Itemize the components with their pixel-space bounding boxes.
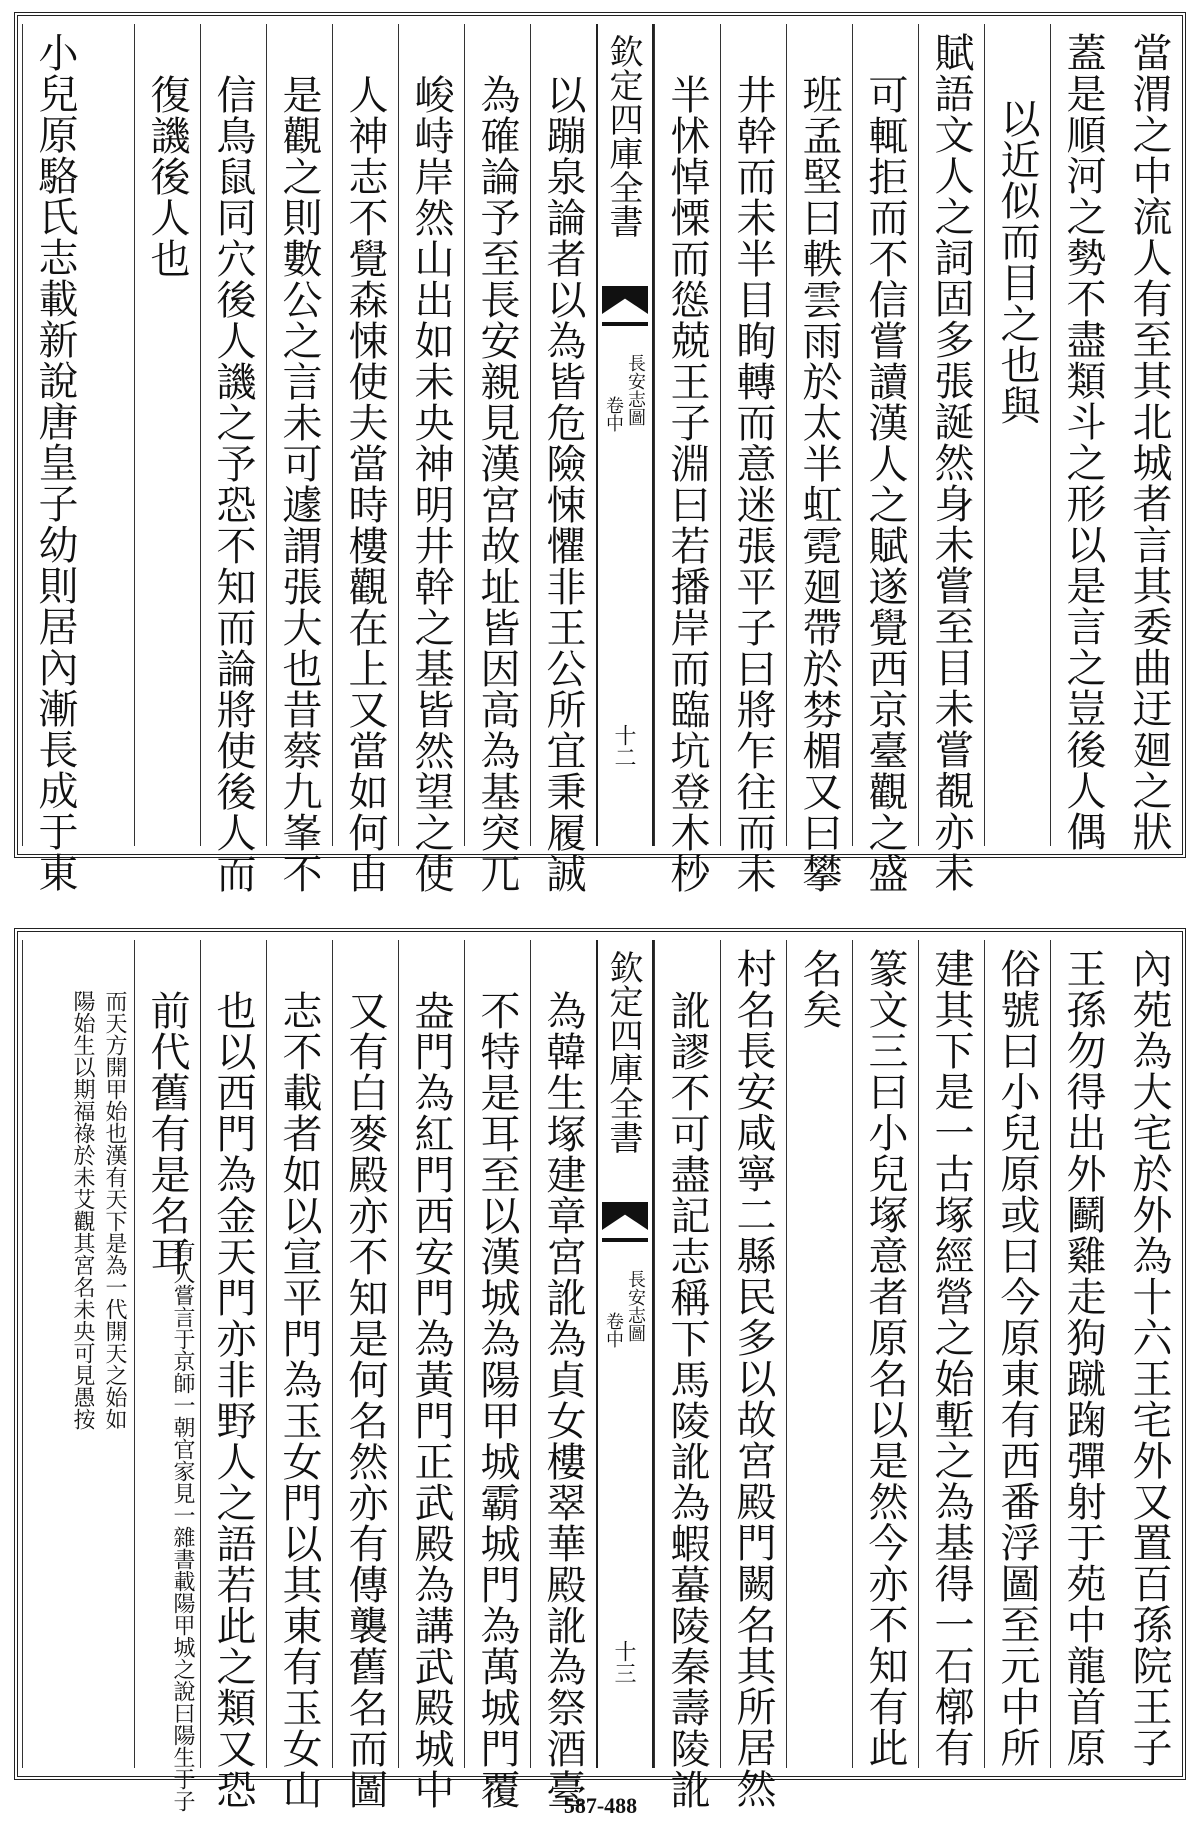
column-text: 以近似而目之也與 (994, 98, 1040, 426)
text-column (720, 24, 786, 894)
column-text: 前代舊有是名耳 (144, 990, 190, 1277)
top-page-panel (14, 12, 1186, 894)
fishtail-rule (602, 1238, 648, 1242)
gutter-volume: 卷中 (603, 1312, 624, 1348)
text-column (266, 940, 332, 1810)
gutter-book-title: 長安志圖 (625, 1270, 646, 1342)
text-column (984, 24, 1050, 846)
column-text: 盎門為紅門西安門為黃門正武殿為講武殿城中 (408, 990, 454, 1810)
inline-note (134, 1240, 200, 1812)
text-column (1116, 940, 1182, 1768)
text-column (984, 940, 1050, 1768)
column-text: 名矣 (796, 948, 842, 1030)
text-column (200, 24, 266, 894)
annotation-column (22, 940, 134, 1768)
text-column (786, 940, 852, 1768)
column-text: 賦語文人之詞固多張誕然身未嘗至目未嘗覩亦未 (928, 32, 974, 893)
gutter-title: 欽定四庫全書 (603, 950, 643, 1154)
gutter-title: 欽定四庫全書 (603, 34, 643, 238)
text-column (530, 940, 596, 1810)
annotation-text: 陽始生以期福祿於未艾觀其宮名未央可見愚按 (70, 990, 95, 1430)
text-column (1050, 940, 1116, 1768)
column-text: 是觀之則數公之言未可遽謂張大也昔蔡九峯不 (276, 74, 322, 894)
fishtail-rule (602, 322, 648, 326)
text-column (918, 24, 984, 893)
text-column (200, 940, 266, 1810)
column-text: 不特是耳至以漢城為陽甲城霸城門為萬城門覆 (474, 990, 520, 1810)
text-column (852, 940, 918, 1768)
text-column (134, 24, 200, 846)
column-text: 也以西門為金天門亦非野人之語若此之類又恐 (210, 990, 256, 1810)
gutter-book-title: 長安志圖 (625, 354, 646, 426)
column-text: 班孟堅曰軼雲雨於太半虹霓廻帶於棼楣又曰攀 (796, 74, 842, 894)
column-text: 建其下是一古塚經營之始塹之為基得一石槨有 (928, 948, 974, 1768)
column-text: 當渭之中流人有至其北城者言其委曲迂廻之狀 (1126, 32, 1172, 852)
column-text: 復譏後人也 (144, 74, 190, 279)
column-text: 信鳥鼠同穴後人譏之予恐不知而論將使後人而 (210, 74, 256, 894)
text-column (22, 24, 134, 893)
text-column (464, 24, 530, 894)
column-text: 俗號曰小兒原或曰今原東有西番浮圖至元中所 (994, 948, 1040, 1768)
column-text: 可輒拒而不信嘗讀漢人之賦遂覺西京臺觀之盛 (862, 74, 908, 894)
text-column (398, 940, 464, 1810)
column-text: 篆文三曰小兒塚意者原名以是然今亦不知有此 (862, 948, 908, 1768)
text-column (398, 24, 464, 894)
annotation-text: 而天方開甲始也漢有天下是為一代開天之始如 (102, 990, 127, 1430)
column-text: 王孫勿得出外鬬雞走狗蹴踘彈射于苑中龍首原 (1060, 948, 1106, 1768)
text-column (654, 24, 720, 894)
gutter-page-number: 十三 (611, 1640, 636, 1684)
top-page-columns (18, 24, 1182, 894)
text-column (852, 24, 918, 894)
page-code: 587-488 (563, 1793, 638, 1818)
column-text: 小兒原駱氏志載新說唐皇子幼則居內漸長成于東 (32, 32, 78, 893)
column-text: 以蹦泉論者以為皆危險悚懼非王公所宜秉履誠 (540, 74, 586, 894)
text-column (786, 24, 852, 894)
column-text: 峻峙岸然山出如未央神明井幹之基皆然望之使 (408, 74, 454, 894)
text-column (720, 940, 786, 1809)
column-text: 為確論予至長安親見漢宮故址皆因高為基突兀 (474, 74, 520, 894)
text-column (918, 940, 984, 1768)
text-column (530, 24, 596, 894)
gutter-page-number: 十二 (611, 724, 636, 768)
text-column (1050, 24, 1116, 852)
fishtail-ornament (602, 1202, 648, 1230)
column-text: 半怵悼慄而慫兢王子淵曰若播岸而臨坑登木杪 (664, 74, 710, 894)
column-text: 訛謬不可盡記志稱下馬陵訛為蝦蟇陵秦壽陵訛 (664, 990, 710, 1810)
column-text: 又有白麥殿亦不知是何名然亦有傳襲舊名而圖 (342, 990, 388, 1810)
column-text: 村名長安咸寧二縣民多以故宮殿門闕名其所居然 (730, 948, 776, 1809)
fishtail-ornament (602, 286, 648, 314)
column-text: 內苑為大宅於外為十六王宅外又置百孫院王子 (1126, 948, 1172, 1768)
column-text: 為韓生塚建章宮訛為貞女樓翠華殿訛為祭酒臺 (540, 990, 586, 1810)
gutter-volume: 卷中 (603, 396, 624, 432)
column-text: 志不載者如以宣平門為玉女門以其東有玉女山 (276, 990, 322, 1810)
inline-note-text: 有人嘗言于京師一朝官家見一雜書載陽甲城之說曰陽生于子 (170, 1240, 195, 1812)
column-text: 人神志不覺森悚使夫當時樓觀在上又當如何由 (342, 74, 388, 894)
column-text: 井幹而未半目眴轉而意迷張平子曰將乍往而未 (730, 74, 776, 894)
text-column (464, 940, 530, 1810)
column-text: 蓋是順河之勢不盡類斗之形以是言之豈後人偶 (1060, 32, 1106, 852)
text-column (266, 24, 332, 894)
center-gutter (596, 940, 654, 1768)
center-gutter (596, 24, 654, 846)
text-column (332, 24, 398, 894)
text-column (654, 940, 720, 1810)
text-column (332, 940, 398, 1810)
text-column (1116, 24, 1182, 852)
